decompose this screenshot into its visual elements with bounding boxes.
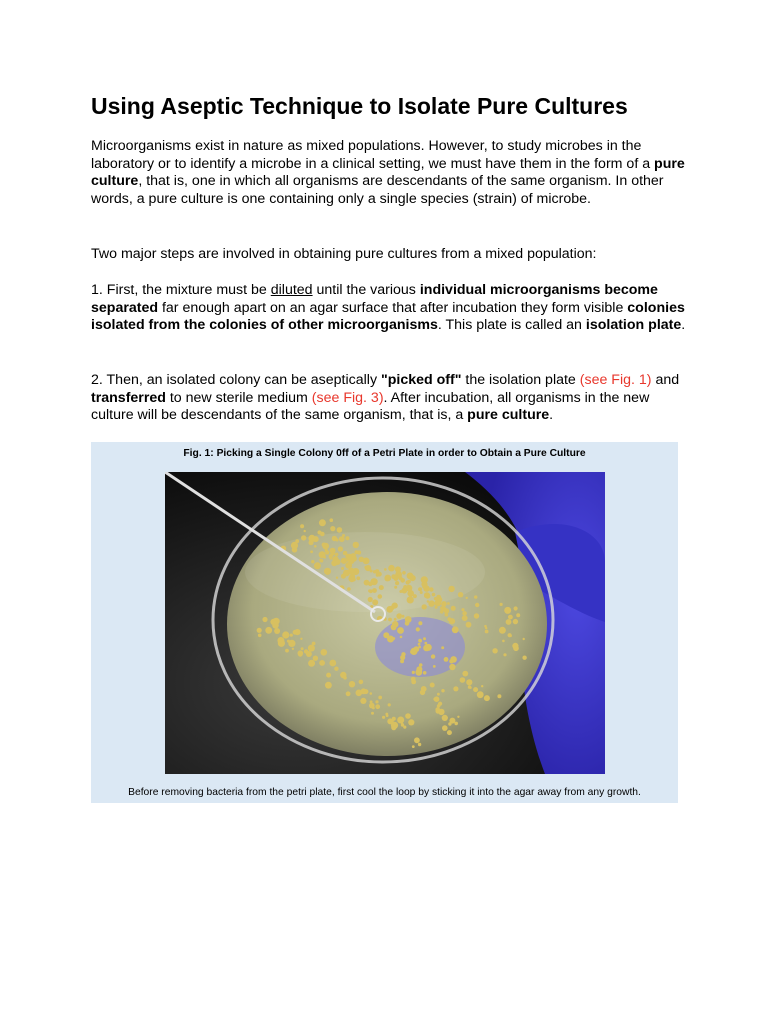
bacterial-colony (429, 587, 433, 591)
bacterial-colony (523, 638, 525, 640)
bacterial-colony (313, 536, 319, 542)
bacterial-colony (375, 569, 380, 574)
bacterial-colony (477, 691, 484, 698)
text-span: far enough apart on an agar surface that after incubation they form visible (158, 299, 628, 316)
bacterial-colony (265, 627, 272, 634)
bacterial-colony (341, 574, 346, 579)
bacterial-colony (334, 667, 338, 671)
bacterial-colony (370, 692, 373, 695)
bacterial-colony (466, 679, 472, 685)
bacterial-colony (441, 601, 447, 607)
bacterial-colony (474, 613, 479, 618)
bacterial-colony (338, 546, 343, 551)
bacterial-colony (292, 648, 294, 650)
bacterial-colony (428, 600, 434, 606)
bacterial-colony (343, 551, 347, 555)
bacterial-colony (369, 703, 375, 709)
text-span: . (681, 317, 686, 334)
bacterial-colony (308, 645, 315, 652)
bacterial-colony (391, 625, 397, 631)
bacterial-colony (427, 600, 429, 602)
bacterial-colony (503, 653, 506, 656)
bacterial-colony (514, 606, 518, 610)
bacterial-colony (466, 622, 472, 628)
bacterial-colony (466, 597, 468, 599)
step-one-paragraph (91, 282, 687, 335)
bacterial-colony (438, 709, 444, 715)
bacterial-colony (504, 607, 511, 614)
bacterial-colony (447, 602, 450, 605)
bacterial-colony (506, 619, 512, 625)
bacterial-colony (421, 576, 428, 583)
bacterial-colony (325, 682, 332, 689)
bacterial-colony (394, 586, 397, 589)
bacterial-colony (423, 645, 430, 652)
bacterial-colony (475, 603, 479, 607)
bacterial-colony (310, 550, 313, 553)
bacterial-colony (508, 615, 513, 620)
bacterial-colony (346, 691, 351, 696)
bacterial-colony (298, 652, 303, 657)
bacterial-colony (300, 524, 304, 528)
bacterial-colony (419, 663, 423, 667)
bacterial-colony (405, 713, 411, 719)
bacterial-colony (492, 648, 497, 653)
text-span: to new sterile medium (165, 389, 312, 406)
bacterial-colony (353, 542, 359, 548)
bacterial-colony (451, 606, 456, 611)
bacterial-colony (330, 555, 333, 558)
bacterial-colony (375, 704, 380, 709)
text-span: . This plate is called an (437, 317, 586, 334)
bacterial-colony (348, 575, 355, 582)
bacterial-colony (431, 654, 435, 658)
text-span: . After incubation, all organisms in the new culture will be descendants of the same organism, that is, a (91, 389, 650, 424)
bacterial-colony (513, 619, 518, 624)
bacterial-colony (402, 571, 406, 575)
bacterial-colony (418, 587, 422, 591)
bacterial-colony (348, 568, 355, 575)
bacterial-colony (378, 594, 383, 599)
bacterial-colony (258, 634, 262, 638)
bacterial-colony (433, 698, 436, 701)
bacterial-colony (319, 559, 322, 562)
term-transferred: transferred (91, 389, 166, 406)
bacterial-colony (435, 600, 442, 607)
bacterial-colony (285, 649, 289, 653)
bacterial-colony (396, 613, 402, 619)
bacterial-colony (445, 613, 449, 617)
bacterial-colony (336, 577, 338, 579)
intro-paragraph (91, 138, 687, 209)
figure-title: Fig. 1: Picking a Single Colony 0ff of a Petri Plate in order to Obtain a Pure Culture (183, 448, 586, 459)
bacterial-colony (418, 639, 422, 643)
steps-intro-paragraph: Two major steps are involved in obtaining pure cultures from a mixed population: (91, 246, 597, 262)
bacterial-colony (407, 596, 414, 603)
figure-1-link[interactable]: (see Fig. 1) (579, 372, 652, 388)
bacterial-colony (319, 660, 325, 666)
text-span: and (651, 372, 680, 388)
bacterial-colony (382, 716, 385, 719)
bacterial-colony (430, 683, 435, 688)
petri-plate-photo (165, 472, 605, 774)
bacterial-colony (449, 664, 455, 670)
bacterial-colony (304, 530, 306, 532)
bacterial-colony (323, 556, 326, 559)
bacterial-colony (343, 676, 347, 680)
bacterial-colony (509, 635, 512, 638)
bacterial-colony (442, 715, 448, 721)
bacterial-colony (441, 689, 444, 692)
bacterial-colony (355, 550, 359, 554)
bacterial-colony (394, 576, 399, 581)
bacterial-colony (462, 615, 468, 621)
page-title: Using Aseptic Technique to Isolate Pure Cultures (91, 93, 628, 119)
bacterial-colony (388, 618, 392, 622)
bacterial-colony (462, 671, 468, 677)
bacterial-colony (330, 548, 336, 554)
bacterial-colony (386, 576, 390, 580)
text-span: , that is, one in which all organisms are descendants of the same organism. In other words, a pure culture is one containing only a single species (strain) of microbe. (91, 173, 664, 208)
bacterial-colony (416, 666, 422, 672)
bacterial-colony (454, 722, 458, 726)
bacterial-colony (410, 650, 413, 653)
bacterial-colony (437, 693, 440, 696)
bacterial-colony (304, 649, 308, 653)
bacterial-colony (294, 629, 300, 635)
bacterial-colony (442, 725, 448, 731)
bacterial-colony (368, 582, 373, 587)
bacterial-colony (414, 737, 420, 743)
bacterial-colony (412, 745, 415, 748)
bacterial-colony (399, 576, 403, 580)
bacterial-colony (516, 613, 520, 617)
bacterial-colony (407, 580, 411, 584)
bacterial-colony (326, 673, 331, 678)
bacterial-colony (330, 518, 334, 522)
bacterial-colony (418, 743, 421, 746)
bacterial-colony (319, 519, 326, 526)
term-pure-culture: pure culture (91, 155, 685, 190)
term-individual-microorganisms: individual microorganisms become separated (91, 282, 658, 316)
bacterial-colony (448, 722, 451, 725)
bacterial-colony (375, 700, 378, 703)
bacterial-colony (329, 660, 336, 667)
bacterial-colony (345, 536, 349, 540)
term-pure-culture-2: pure culture (467, 407, 550, 424)
bacterial-colony (359, 680, 364, 685)
bacterial-colony (433, 665, 436, 668)
bacterial-colony (365, 565, 371, 571)
bacterial-colony (458, 592, 463, 597)
bacterial-colony (522, 656, 526, 660)
bacterial-colony (462, 611, 467, 616)
bacterial-colony (444, 657, 449, 662)
term-picked-off: "picked off" (380, 372, 462, 388)
bacterial-colony (422, 586, 425, 589)
bacterial-colony (497, 694, 501, 698)
dish-glare (245, 532, 485, 612)
bacterial-colony (368, 597, 373, 602)
bacterial-colony (473, 687, 478, 692)
bacterial-colony (322, 553, 325, 556)
bacterial-colony (422, 604, 427, 609)
bacterial-colony (485, 630, 489, 634)
bacterial-colony (361, 688, 367, 694)
bacterial-colony (424, 594, 429, 599)
bacterial-colony (460, 677, 466, 683)
bacterial-colony (300, 638, 302, 640)
bacterial-colony (341, 558, 347, 564)
bacterial-colony (314, 545, 317, 548)
bacterial-colony (474, 595, 477, 598)
bacterial-colony (320, 532, 325, 537)
bacterial-colony (499, 627, 506, 634)
bacterial-colony (416, 627, 420, 631)
bacterial-colony (388, 565, 395, 572)
bacterial-colony (359, 557, 364, 562)
bacterial-colony (418, 621, 422, 625)
bacterial-colony (325, 550, 329, 554)
bacterial-colony (339, 536, 345, 542)
bacterial-colony (308, 660, 315, 667)
bacterial-colony (288, 640, 295, 647)
bacterial-colony (332, 536, 337, 541)
term-diluted: diluted (270, 282, 313, 298)
bacterial-colony (330, 557, 333, 560)
bacterial-colony (420, 591, 423, 594)
bacterial-colony (453, 686, 458, 691)
bacterial-colony (356, 576, 360, 580)
step-two-paragraph (91, 372, 687, 425)
bacterial-colony (313, 656, 318, 661)
bacterial-colony (500, 603, 503, 606)
figure-caption: Before removing bacteria from the petri plate, first cool the loop by sticking it into the agar away from any growth. (128, 787, 641, 798)
text-span: . (549, 407, 554, 424)
bacterial-colony (321, 649, 328, 656)
bacterial-colony (301, 647, 304, 650)
figure-1 (91, 442, 678, 803)
bacterial-colony (389, 606, 394, 611)
bacterial-colony (441, 646, 444, 649)
bacterial-colony (407, 573, 414, 580)
bacterial-colony (395, 581, 399, 585)
text-span: 1. First, the mixture must be (91, 282, 271, 298)
bacterial-colony (484, 695, 490, 701)
bacterial-colony (324, 568, 331, 575)
bacterial-colony (502, 640, 505, 643)
bacterial-colony (378, 696, 382, 700)
bacterial-colony (440, 610, 444, 614)
bacterial-colony (468, 685, 471, 688)
bacterial-colony (413, 594, 417, 598)
text-span: Microorganisms exist in nature as mixed populations. However, to study microbes in the laboratory or to identify a microbe in a clinical setting, we must have them in the form of a (91, 138, 655, 172)
bacterial-colony (512, 643, 518, 649)
bacterial-colony (423, 671, 427, 675)
bacterial-colony (341, 567, 344, 570)
bacterial-colony (408, 719, 414, 725)
text-span: the isolation plate (461, 372, 580, 388)
bacterial-colony (379, 585, 384, 590)
bacterial-colony (391, 725, 396, 730)
bacterial-colony (347, 587, 351, 591)
bacterial-colony (418, 646, 421, 649)
bacterial-colony (314, 562, 321, 569)
bacterial-colony (388, 703, 391, 706)
bacterial-colony (420, 690, 425, 695)
bacterial-colony (290, 634, 293, 637)
bacterial-colony (394, 618, 397, 621)
bacterial-colony (424, 642, 427, 645)
term-isolated-colonies: colonies isolated from the colonies of other microorganisms (91, 299, 685, 334)
bacterial-colony (282, 631, 289, 638)
bacterial-colony (274, 628, 280, 634)
bacterial-colony (397, 627, 404, 634)
bacterial-colony (403, 726, 406, 729)
bacterial-colony (291, 542, 298, 549)
bacterial-colony (484, 625, 487, 628)
bacterial-colony (448, 586, 454, 592)
bacterial-colony (330, 526, 335, 531)
bacterial-colony (401, 588, 407, 594)
bacterial-colony (402, 615, 405, 618)
bacterial-colony (311, 560, 314, 563)
bacterial-colony (372, 588, 377, 593)
bacterial-colony (368, 589, 371, 592)
bacterial-colony (334, 559, 340, 565)
bacterial-colony (412, 671, 415, 674)
bacterial-colony (387, 718, 393, 724)
bacterial-colony (337, 527, 343, 533)
bacterial-colony (450, 656, 457, 663)
bacterial-colony (401, 722, 403, 724)
bacterial-colony (452, 626, 459, 633)
bacterial-colony (447, 730, 452, 735)
bacterial-colony (400, 636, 403, 639)
figure-3-link[interactable]: (see Fig. 3) (311, 389, 384, 406)
bacterial-colony (418, 643, 421, 646)
bacterial-colony (432, 593, 436, 597)
bacterial-colony (396, 571, 401, 576)
bacterial-colony (405, 621, 410, 626)
bacterial-colony (399, 590, 402, 593)
bacterial-colony (387, 636, 394, 643)
bacterial-colony (346, 554, 352, 560)
term-isolation-plate: isolation plate (585, 317, 682, 334)
bacterial-colony (262, 617, 267, 622)
bacterial-colony (372, 599, 378, 605)
bacterial-colony (411, 677, 416, 682)
bacterial-colony (437, 704, 441, 708)
bacterial-colony (335, 553, 339, 557)
bacterial-colony (400, 659, 404, 663)
bacterial-colony (301, 535, 306, 540)
bacterial-colony (397, 717, 404, 724)
bacterial-colony (360, 698, 366, 704)
bacterial-colony (322, 543, 329, 550)
bacterial-colony (461, 608, 464, 611)
bacterial-colony (423, 637, 426, 640)
bacterial-colony (384, 568, 387, 571)
bacterial-colony (386, 714, 389, 717)
petri-plate-illustration (165, 472, 605, 774)
bacterial-colony (457, 716, 459, 718)
bacterial-colony (279, 638, 283, 642)
bacterial-colony (257, 628, 262, 633)
text-span: 2. Then, an isolated colony can be aseptically (91, 372, 381, 388)
bacterial-colony (270, 619, 276, 625)
bacterial-colony (449, 618, 455, 624)
bacterial-colony (371, 712, 374, 715)
bacterial-colony (349, 681, 355, 687)
bacterial-colony (481, 685, 483, 687)
text-span: until the various (312, 282, 420, 298)
